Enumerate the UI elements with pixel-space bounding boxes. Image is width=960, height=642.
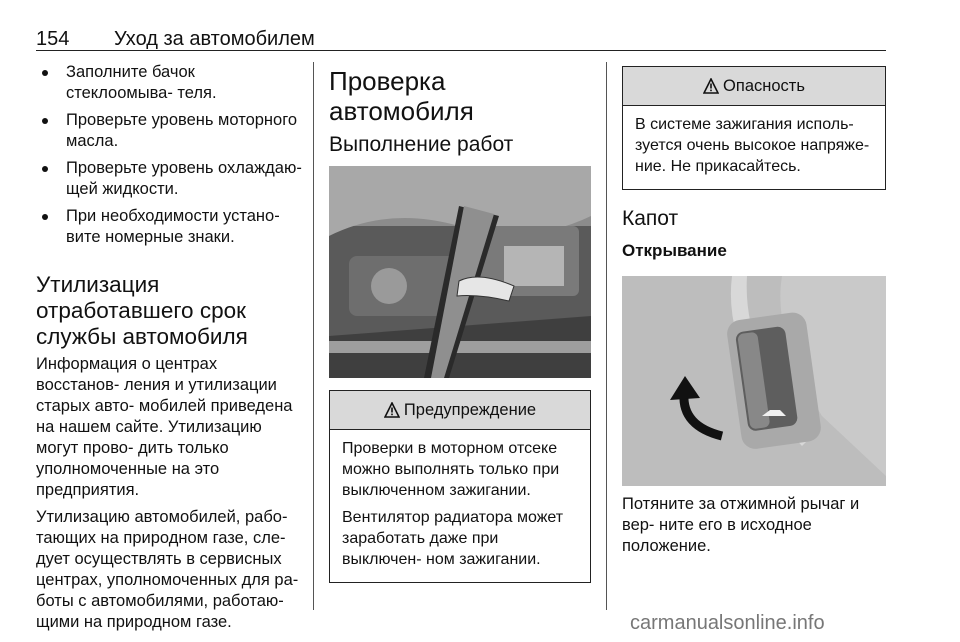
danger-box — [622, 66, 886, 190]
watermark: carmanualsonline.info — [630, 612, 825, 634]
danger-triangle-icon — [703, 78, 719, 94]
warning-label: Предупреждение — [403, 400, 537, 419]
danger-text: В системе зажигания исполь- зуется очень высокое напряже- ние. Не прикасайтесь. — [635, 116, 870, 175]
warning-box — [329, 390, 591, 583]
danger-header — [623, 67, 885, 106]
bullet-icon — [42, 118, 48, 124]
page-number: 154 — [36, 28, 70, 50]
left-column — [36, 62, 304, 639]
paragraph: Утилизацию автомобилей, рабо- тающих на природном газе, сле- дует осуществлять в сервисных центрах, уполномоченных для ра- боты с автомобилями, работаю- щими на природном газе. — [36, 508, 299, 631]
hood-release-lever-illustration — [622, 276, 886, 486]
bullet-list — [36, 62, 304, 248]
page-title: Проверка автомобиля — [329, 66, 474, 126]
list-item: Проверьте уровень охлаждаю- щей жидкости. — [36, 158, 304, 200]
engine-bay-illustration — [329, 166, 591, 378]
running-title: Уход за автомобилем — [114, 28, 315, 50]
warning-triangle-icon — [384, 402, 400, 418]
warning-header — [330, 391, 590, 430]
column-divider — [606, 62, 607, 610]
bullet-icon — [42, 166, 48, 172]
list-item: Проверьте уровень моторного масла. — [36, 110, 304, 152]
paragraph: Информация о центрах восстанов- ления и утилизации старых авто- мобилей приведена на нашем сайте. Утилизацию могут прово- дить только уполномоченные на это предприятия. — [36, 355, 293, 499]
bullet-icon — [42, 70, 48, 76]
caption: Потяните за отжимной рычаг и вер- ните его в исходное положение. — [622, 495, 860, 555]
section-heading: Утилизация отработавшего срок службы автомобиля — [36, 272, 248, 349]
subsection-title: Выполнение работ — [329, 133, 514, 156]
warning-text: Вентилятор радиатора может заработать даже при выключен- ном зажигании. — [342, 509, 564, 568]
list-item: Заполните бачок стеклоомыва- теля. — [36, 62, 304, 104]
warning-text: Проверки в моторном отсеке можно выполнять только при выключенном зажигании. — [342, 440, 560, 499]
header-rule — [36, 50, 886, 51]
section-heading: Капот — [622, 207, 679, 230]
page-header — [36, 22, 886, 52]
danger-label: Опасность — [723, 76, 805, 95]
middle-column — [329, 66, 591, 599]
right-column — [622, 66, 886, 563]
subsection-heading: Открывание — [622, 241, 727, 260]
bullet-icon — [42, 214, 48, 220]
list-item: При необходимости устано- вите номерные знаки. — [36, 206, 304, 248]
column-divider — [313, 62, 314, 610]
